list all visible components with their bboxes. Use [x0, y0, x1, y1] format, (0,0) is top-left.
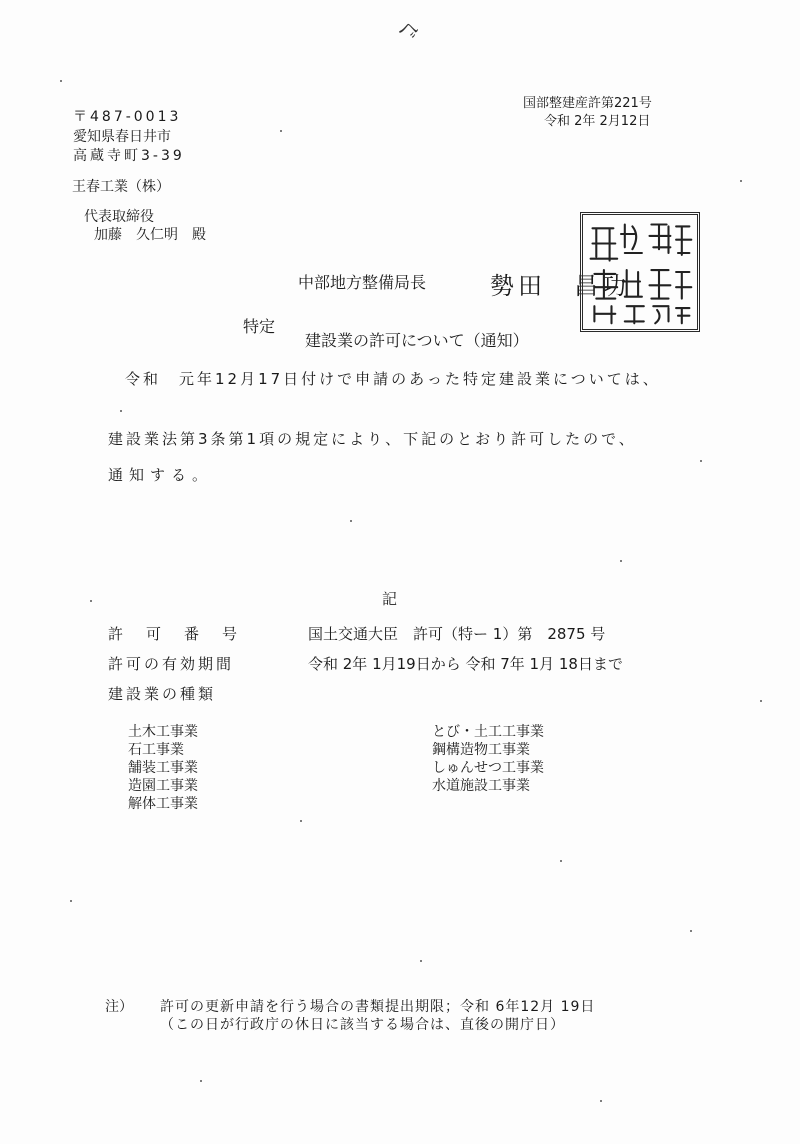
note-marker: 注）	[105, 999, 133, 1015]
official-seal	[580, 212, 700, 332]
business-type-item: 鋼構造物工事業	[432, 742, 530, 758]
postal-code: 〒487-0013	[73, 109, 182, 125]
subject-prefix: 特定	[243, 317, 276, 336]
seal-icon	[583, 215, 697, 329]
scan-speck	[690, 930, 692, 932]
permit-number-value: 国土交通大臣 許可（特ー 1）第 2875 号	[308, 625, 606, 643]
scan-speck	[90, 600, 92, 602]
business-type-item: 石工事業	[128, 742, 184, 758]
scan-speck	[760, 700, 762, 702]
permit-number-label: 許 可 番 号	[108, 625, 242, 643]
sender-office: 中部地方整備局長	[298, 273, 427, 292]
note-line-2: （この日が行政庁の休日に該当する場合は、直後の開庁日）	[160, 1017, 565, 1033]
ki-heading: 記	[382, 590, 398, 608]
scan-speck	[120, 410, 122, 412]
business-type-item: しゅんせつ工事業	[432, 760, 544, 776]
business-types-label: 建設業の種類	[108, 685, 217, 703]
body-line-2: 建設業法第3条第1項の規定により、下記のとおり許可したので、	[108, 430, 637, 448]
validity-label: 許可の有効期間	[108, 655, 235, 673]
scan-speck	[740, 180, 742, 182]
scan-speck	[70, 900, 72, 902]
scan-speck	[620, 560, 622, 562]
representative-title: 代表取締役	[84, 209, 154, 225]
scan-speck	[60, 80, 62, 82]
scan-speck	[300, 820, 302, 822]
subject-title: 建設業の許可について（通知）	[305, 331, 529, 350]
business-type-item: 造園工事業	[128, 778, 198, 794]
address-line-1: 愛知県春日井市	[73, 129, 171, 145]
scan-speck	[350, 520, 352, 522]
body-line-3: 通知する。	[108, 466, 214, 484]
body-line-1: 令和 元年12月17日付けで申請のあった特定建設業については、	[125, 370, 661, 388]
scan-speck	[560, 860, 562, 862]
scan-speck	[420, 960, 422, 962]
scan-speck	[280, 130, 282, 132]
scan-speck	[200, 1080, 202, 1082]
business-type-item: 土木工事業	[128, 724, 198, 740]
business-type-item: 解体工事業	[128, 796, 198, 812]
sender-name: 勢田 昌功	[490, 272, 630, 300]
business-type-item: 水道施設工事業	[432, 778, 530, 794]
address-line-2: 高蔵寺町3-39	[73, 148, 185, 164]
scan-speck	[600, 1100, 602, 1102]
company-name: 王春工業（株）	[72, 179, 170, 195]
scan-speck	[700, 460, 702, 462]
business-type-item: 舗装工事業	[128, 760, 198, 776]
representative-name: 加藤 久仁明 殿	[94, 227, 206, 243]
note-line-1: 許可の更新申請を行う場合の書類提出期限；令和 6年12月 19日	[160, 999, 596, 1015]
header-mark: ぐ	[394, 18, 420, 41]
document-number: 国部整建産許第221号	[523, 96, 652, 111]
validity-value: 令和 2年 1月19日から 令和 7年 1月 18日まで	[308, 655, 623, 673]
business-type-item: とび・土工工事業	[432, 724, 544, 740]
issue-date: 令和 2年 2月12日	[544, 114, 651, 129]
